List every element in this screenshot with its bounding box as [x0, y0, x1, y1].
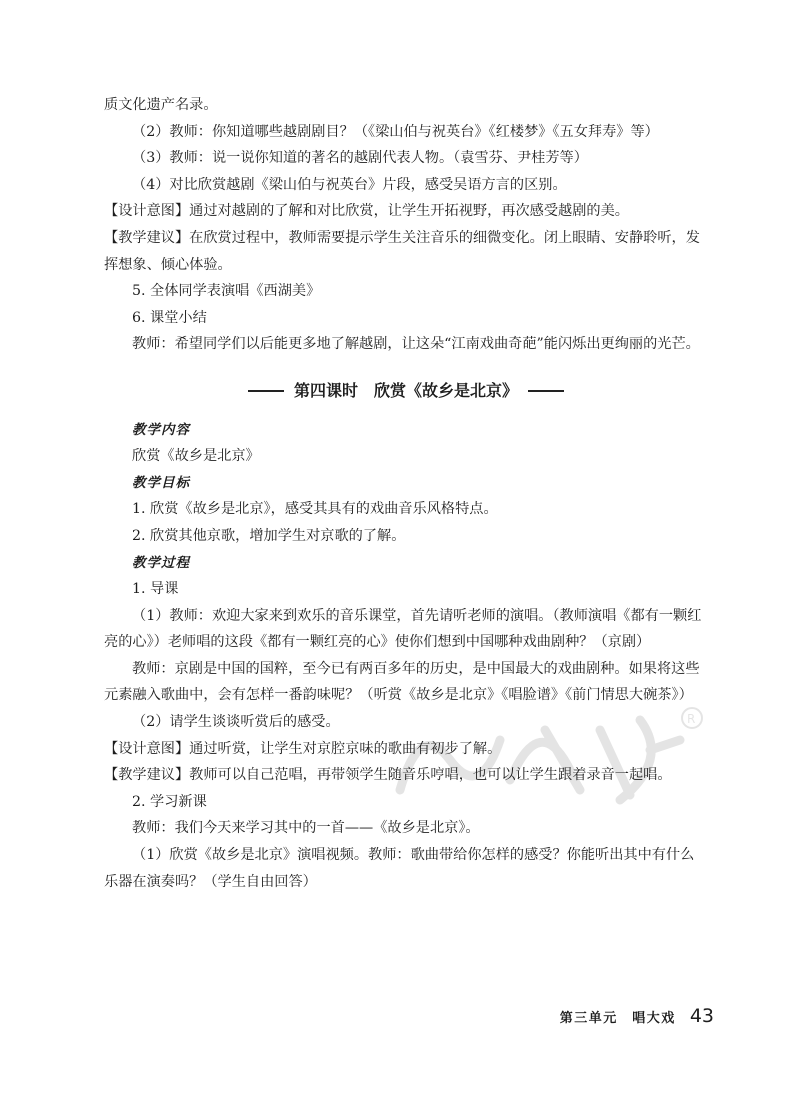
section-title: [104, 378, 708, 405]
paragraph: 教师：我们今天来学习其中的一首——《故乡是北京》。: [132, 820, 480, 837]
step-heading: 2. 学习新课: [132, 793, 207, 810]
content-text: 欣赏《故乡是北京》: [132, 448, 260, 465]
teaching-suggestion-note: 【教学建议】教师可以自己范唱，再带领学生随音乐哼唱，也可以让学生跟着录音一起唱。: [104, 767, 672, 784]
paragraph: （1）欣赏《故乡是北京》演唱视频。教师：歌曲带给你怎样的感受？你能听出其中有什么乐器在演奏吗？（学生自由回答）: [104, 847, 695, 890]
title-rule-right: [528, 390, 564, 392]
paragraph: 质文化遗产名录。: [104, 97, 218, 113]
content-heading: 教学内容: [132, 421, 190, 438]
paragraph: 教师：京剧是中国的国粹，至今已有两百多年的历史，是中国最大的戏曲剧种。如果将这些元素融入歌曲中，会有怎样一番韵味呢？（听赏《故乡是北京》《唱脸谱》《前门情思大碗茶》）: [104, 660, 700, 704]
paragraph: （2）教师：你知道哪些越剧剧目？（《梁山伯与祝英台》《红楼梦》《五女拜寿》等）: [132, 123, 659, 140]
paragraph: （1）教师：欢迎大家来到欢乐的音乐课堂，首先请听老师的演唱。（教师演唱《都有一颗红亮的心》）老师唱的这段《都有一颗红亮的心》使你们想到中国哪种戏曲剧种？（京剧）: [104, 607, 702, 651]
page-number: 43: [689, 1005, 714, 1027]
step-heading: 5. 全体同学表演唱《西湖美》: [132, 283, 321, 300]
unit-label: 第三单元 唱大戏: [559, 1011, 676, 1026]
goals-heading: 教学目标: [132, 474, 190, 491]
process-heading: 教学过程: [132, 554, 190, 571]
step-heading: 6. 课堂小结: [132, 309, 207, 326]
svg-text:R: R: [687, 712, 696, 726]
goal-item: 2. 欣赏其他京歌，增加学生对京歌的了解。: [132, 527, 406, 544]
section-title-text: 第四课时 欣赏《故乡是北京》: [293, 380, 518, 400]
paragraph: 教师：希望同学们以后能更多地了解越剧，让这朵“江南戏曲奇葩”能闪烁出更绚丽的光芒。: [132, 336, 700, 353]
paragraph: （4）对比欣赏越剧《梁山伯与祝英台》片段，感受吴语方言的区别。: [132, 176, 567, 193]
paragraph: （3）教师：说一说你知道的著名的越剧代表人物。（袁雪芬、尹桂芳等）: [132, 150, 588, 167]
teaching-suggestion-note: 【教学建议】在欣赏过程中，教师需要提示学生关注音乐的细微变化。闭上眼睛、安静聆听，发挥想象、倾心体验。: [104, 229, 700, 273]
step-heading: 1. 导课: [132, 581, 179, 598]
page-body: [104, 92, 708, 895]
design-intent-note: 【设计意图】通过听赏，让学生对京腔京味的歌曲有初步了解。: [104, 740, 502, 757]
title-rule-left: [248, 390, 284, 392]
goal-item: 1. 欣赏《故乡是北京》，感受其具有的戏曲音乐风格特点。: [132, 501, 498, 518]
design-intent-note: 【设计意图】通过对越剧的了解和对比欣赏，让学生开拓视野，再次感受越剧的美。: [104, 203, 629, 220]
page-footer: [560, 1005, 714, 1027]
paragraph: （2）请学生谈谈听赏后的感受。: [132, 714, 340, 731]
